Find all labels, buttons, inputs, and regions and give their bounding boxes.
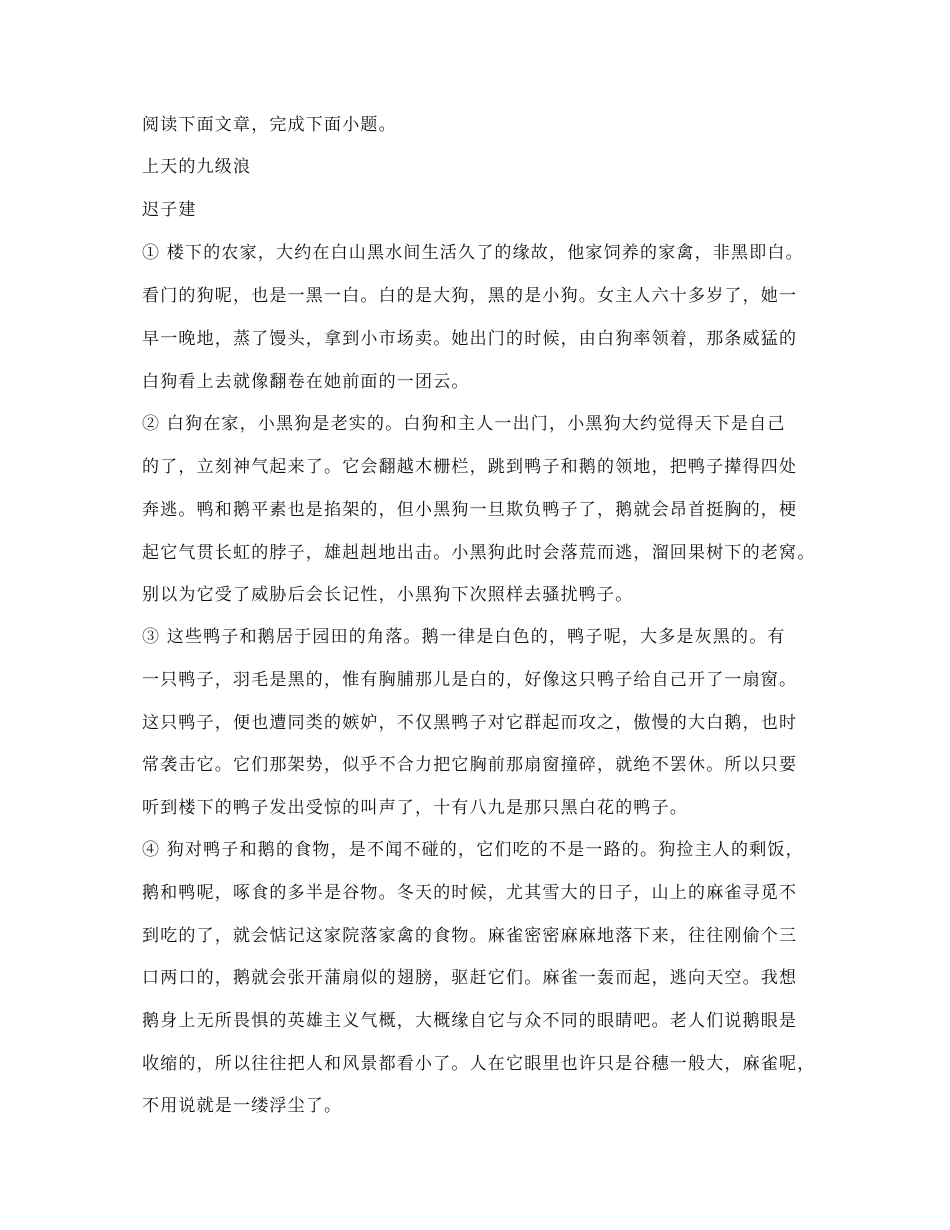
text-line: 到吃的了，就会惦记这家院落家禽的食物。麻雀密密麻麻地落下来，往往刚偷个三 xyxy=(142,926,798,946)
text-line: ③ 这些鸭子和鹅居于园田的角落。鹅一律是白色的，鸭子呢，大多是灰黑的。有 xyxy=(142,627,786,647)
text-line: ① 楼下的农家，大约在白山黑水间生活久了的缘故，他家饲养的家禽，非黑即白。 xyxy=(142,243,804,263)
text-line: 起它气贯长虹的脖子，雄赳赳地出击。小黑狗此时会落荒而逃，溜回果树下的老窝。 xyxy=(142,543,816,563)
text-line: 这只鸭子，便也遭同类的嫉妒，不仅黑鸭子对它群起而攻之，傲慢的大白鹅，也时 xyxy=(142,713,798,733)
text-line: 奔逃。鸭和鹅平素也是掐架的，但小黑狗一旦欺负鸭子了，鹅就会昂首挺胸的，梗 xyxy=(142,500,798,520)
text-line: 鹅身上无所畏惧的英雄主义气概，大概缘自它与众不同的眼睛吧。老人们说鹅眼是 xyxy=(142,1011,798,1031)
text-line: ④ 狗对鸭子和鹅的食物，是不闻不碰的，它们吃的不是一路的。狗捡主人的剩饭， xyxy=(142,840,804,860)
text-line: 听到楼下的鸭子发出受惊的叫声了，十有八九是那只黑白花的鸭子。 xyxy=(142,798,688,818)
text-line: 常袭击它。它们那架势，似乎不合力把它胸前那扇窗撞碎，就绝不罢休。所以只要 xyxy=(142,755,798,775)
text-line: 别以为它受了威胁后会长记性，小黑狗下次照样去骚扰鸭子。 xyxy=(142,585,634,605)
text-line: 白狗看上去就像翻卷在她前面的一团云。 xyxy=(142,372,470,392)
text-line: ② 白狗在家，小黑狗是老实的。白狗和主人一出门，小黑狗大约觉得天下是自己 xyxy=(142,414,786,434)
article-title: 上天的九级浪 xyxy=(142,157,252,177)
instruction-text: 阅读下面文章，完成下面小题。 xyxy=(142,115,397,135)
text-line: 看门的狗呢，也是一黑一白。白的是大狗，黑的是小狗。女主人六十多岁了，她一 xyxy=(142,286,798,306)
text-line: 收缩的，所以往往把人和风景都看小了。人在它眼里也许只是谷穗一般大，麻雀呢， xyxy=(142,1054,816,1074)
text-line: 早一晚地，蒸了馒头，拿到小市场卖。她出门的时候，由白狗率领着，那条威猛的 xyxy=(142,329,798,349)
text-line: 不用说就是一缕浮尘了。 xyxy=(142,1096,343,1116)
text-line: 鹅和鸭呢，啄食的多半是谷物。冬天的时候，尤其雪大的日子，山上的麻雀寻觅不 xyxy=(142,883,798,903)
text-line: 口两口的，鹅就会张开蒲扇似的翅膀，驱赶它们。麻雀一轰而起，逃向天空。我想 xyxy=(142,968,798,988)
text-line: 一只鸭子，羽毛是黑的，惟有胸脯那儿是白的，好像这只鸭子给自己开了一扇窗。 xyxy=(142,670,798,690)
text-line: 的了，立刻神气起来了。它会翻越木栅栏，跳到鸭子和鹅的领地，把鸭子撵得四处 xyxy=(142,457,798,477)
article-author: 迟子建 xyxy=(142,200,197,220)
